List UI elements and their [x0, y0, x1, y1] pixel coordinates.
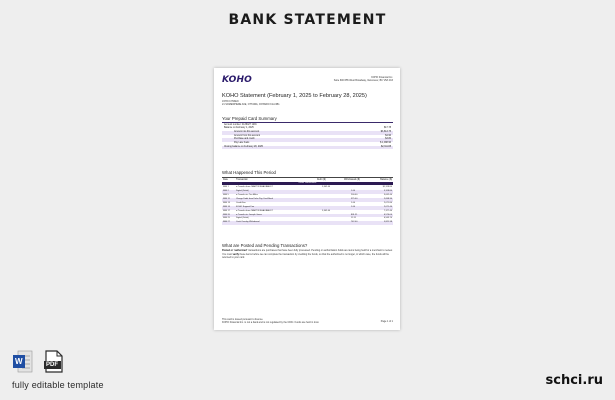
cell-credit: 1.00: [351, 190, 356, 193]
cell-desc: Charge Debit from Koho Pay Card Bank: [236, 197, 273, 200]
cell-credit: 1.00: [351, 205, 356, 208]
cell-debit: 5,302.40: [322, 209, 331, 212]
cell-balance: 3,062.40: [383, 194, 392, 196]
cell-desc: Digital (Debit): [236, 190, 249, 193]
cell-date: FEB 2: [223, 190, 229, 193]
statement-title: KOHO Statement (February 1, 2025 to February 28, 2025): [222, 93, 367, 99]
summary-row-closing: Closing balance on February 28, 2025 $2,311.88: [224, 145, 391, 148]
cell-desc: Digital (Debit): [236, 217, 249, 220]
cell-date: FEB 20: [223, 213, 230, 216]
word-file-icon: W: [13, 350, 33, 373]
cell-credit: 801.51: [351, 213, 358, 216]
cell-credit: 742.00: [351, 221, 358, 224]
cell-credit: 200.00: [351, 194, 358, 196]
editable-caption: fully editable template: [12, 380, 104, 390]
cell-desc: e-Transfer to: Tim Miles: [236, 194, 258, 196]
cell-balance: 2,698.30: [383, 197, 392, 200]
cell-date: FEB 27: [223, 221, 230, 224]
cell-date: FEB 25: [223, 217, 230, 220]
cell-date: FEB 5: [223, 194, 229, 196]
transactions-subheader: Retail Transactions: [222, 182, 393, 185]
summary-row: Amount into this account $3,813.75: [222, 131, 393, 135]
activity-title: What Happened This Period: [222, 170, 276, 175]
summary-row: Pay Late Fuels $ 1,098.90: [234, 142, 391, 144]
cell-balance: 2,071.40: [383, 205, 392, 208]
cell-balance: 2,071.80: [383, 201, 392, 204]
customer-name: JOHN CITIZEN: [222, 100, 239, 103]
cell-date: FEB 14: [223, 205, 230, 208]
col-debit: Debit ($): [317, 179, 326, 181]
cell-credit: 375.00: [351, 197, 358, 200]
col-balance: Balance ($): [380, 179, 392, 181]
col-date: Date: [223, 179, 228, 181]
summary-title: Your Prepaid Card Summary: [222, 116, 277, 121]
col-transaction: Transaction: [236, 179, 248, 181]
issuer-name: KOHO Financial Inc.: [371, 76, 393, 79]
pdf-file-icon: PDF: [44, 350, 64, 373]
summary-divider: [222, 122, 393, 123]
cell-debit: 5,302.40: [322, 186, 331, 189]
summary-row: Purchase and credit $3.80: [222, 138, 393, 142]
col-withdrawals: Withdrawals ($): [344, 179, 360, 181]
table-row: [222, 221, 393, 225]
cell-balance: $1,318.80: [382, 186, 392, 189]
page-number: Page 1 of 1: [380, 320, 393, 323]
cell-balance: 5,821.38: [383, 221, 392, 224]
customer-address: 21 SOMEWHERE AVE, OTTAWA, ONTARIO K1A 0B1: [222, 103, 280, 107]
pending-title: What are Posted and Pending Transactions?: [222, 243, 308, 248]
koho-logo: KOHO: [222, 75, 253, 85]
footer-disclaimer: This card is issued pursuant to license. KOHO Financial Inc. is not a bank and is not regulated by the CDIC. Funds are held in trust.: [222, 318, 320, 325]
issuer-address: [334, 76, 393, 83]
summary-row: Balance on February 1, 2025 $17.78: [224, 127, 391, 130]
cell-balance: 6,576.00: [383, 213, 392, 216]
page-title: BANK STATEMENT: [228, 12, 387, 28]
issuer-street: Suite 600-555 West Broadway, Vancouver, BC V5Z 4C3: [333, 79, 393, 83]
statement-document: [214, 68, 400, 330]
cell-balance: 6,563.70: [383, 217, 392, 220]
site-watermark: schci.ru: [545, 373, 603, 388]
cell-credit: 1.00: [351, 201, 356, 204]
summary-row: Amount from this account $4.90: [234, 134, 391, 137]
cell-date: FEB 17: [223, 209, 230, 212]
pending-explanation: Posted or "authorized" transactions are purchases that have been fully processed. Pending or authorization holds are items being held for a merchant to review. You must verify these items before we can complete the transaction by crediting the funds, so that the authorized is no longer, in which case, the funds will be returned to your card.: [222, 249, 393, 260]
cell-desc: e-Transfer from: MARTIN KHALIBAUST: [236, 186, 273, 189]
cell-desc: Cash Overlay Withdrawal: [236, 221, 260, 224]
customer-block: [222, 100, 280, 107]
cell-balance: 3,318.80: [383, 190, 392, 193]
cell-date: FEB 13: [223, 201, 230, 204]
cell-desc: KOHO Support Fee: [236, 205, 255, 208]
cell-desc: Credit Fee: [236, 201, 246, 204]
cell-desc: e-Transfer to: Joseph Jones: [236, 213, 262, 216]
cell-credit: 12.11: [351, 217, 357, 220]
cell-balance: 7,377.40: [383, 209, 392, 212]
summary-row: Account number: 4136427 1291: [224, 123, 257, 126]
cell-date: FEB 1: [223, 186, 229, 189]
cell-desc: e-Transfer from: MARTIN KHALIBAUST: [236, 209, 273, 212]
cell-date: FEB 11: [223, 197, 230, 200]
